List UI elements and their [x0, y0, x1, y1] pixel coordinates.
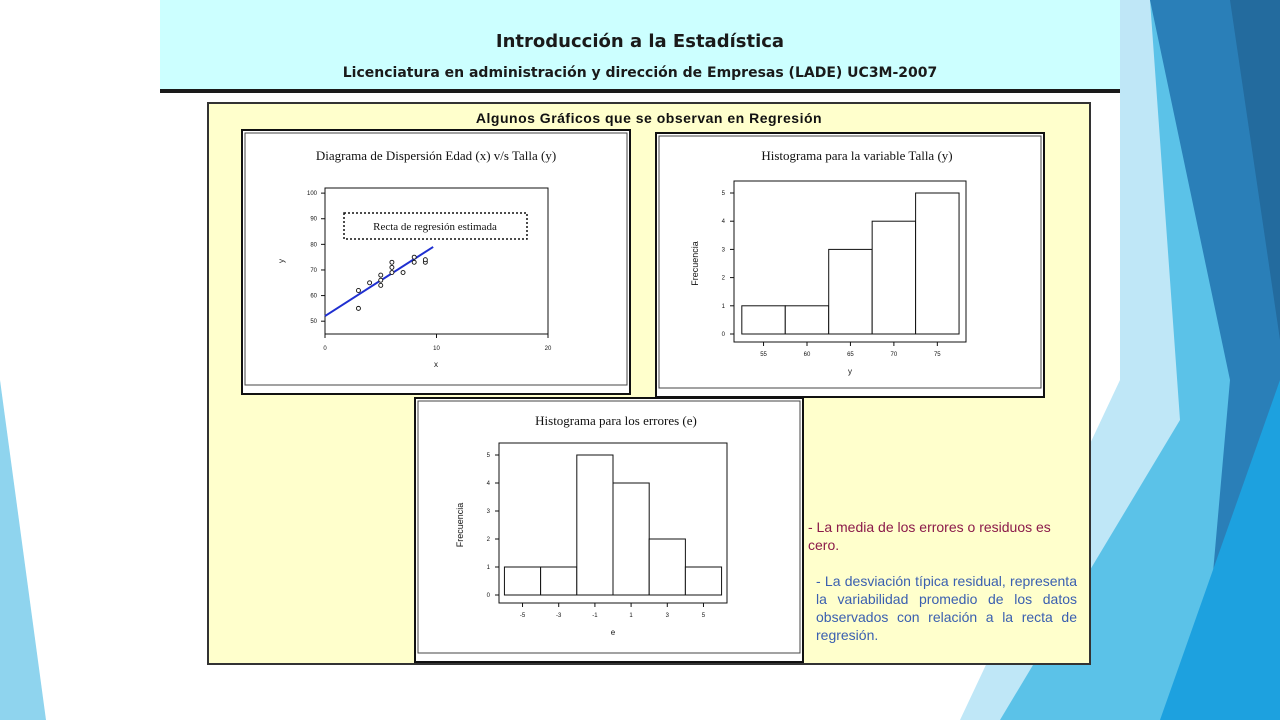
x-axis-label: x [434, 360, 438, 369]
histogram-bar [829, 249, 872, 334]
data-point [390, 260, 394, 264]
data-point [356, 288, 360, 292]
x-tick-label: 0 [323, 346, 327, 352]
y-tick-label: 0 [721, 332, 725, 338]
histogram-bar [685, 567, 721, 595]
x-tick-label: 65 [847, 352, 854, 358]
histogram-bar [649, 539, 685, 595]
y-tick-label: 70 [310, 267, 317, 274]
data-point [412, 260, 416, 264]
histogram-e-chart [416, 399, 802, 661]
y-tick-label: 3 [486, 509, 490, 515]
x-tick-label: 20 [544, 346, 552, 352]
y-tick-label: 1 [721, 303, 725, 310]
x-tick-label: 1 [629, 613, 633, 619]
page-subtitle: Licenciatura en administración y dirección de Empresas (LADE) UC3M-2007 [342, 65, 938, 81]
y-axis-label: Frecuencia [455, 502, 465, 548]
y-tick-label: 1 [486, 565, 490, 571]
data-point [390, 265, 394, 269]
note-mean-residuals: - La media de los errores o residuos es cero. [808, 519, 1051, 553]
plot-area [325, 188, 548, 334]
y-tick-label: 80 [310, 242, 317, 249]
x-tick-label: -3 [556, 613, 562, 619]
x-tick-label: 10 [433, 346, 440, 352]
x-tick-label: -1 [592, 613, 598, 619]
chart-title: Histograma para los errores (e) [535, 413, 697, 428]
y-axis-label: Frecuencia [690, 241, 700, 286]
data-point [379, 283, 383, 287]
scatter-panel [241, 129, 631, 395]
y-tick-label: 4 [721, 219, 725, 226]
y-tick-label: 2 [721, 275, 725, 282]
page-title: Introducción a la Estadística [495, 31, 785, 52]
data-point [379, 273, 383, 277]
x-tick-label: 70 [890, 352, 898, 358]
note-residual-std: - La desviación típica residual, representa la variabilidad promedio de los datos observados con relación a la recta de regresión. [816, 573, 1077, 643]
histogram-y-panel [655, 132, 1045, 398]
data-point [379, 278, 383, 282]
y-tick-label: 3 [721, 247, 725, 254]
y-tick-label: 100 [306, 191, 317, 198]
annotation-label: Recta de regresión estimada [373, 221, 497, 233]
scatter-chart [243, 131, 629, 393]
data-point [356, 306, 360, 310]
header-divider [160, 89, 1120, 93]
slide-heading: Algunos Gráficos que se observan en Regresión [475, 110, 823, 126]
y-tick-label: 0 [486, 593, 490, 599]
x-tick-label: 60 [803, 352, 811, 358]
data-point [390, 271, 394, 275]
x-tick-label: 5 [701, 613, 706, 619]
x-tick-label: 3 [665, 613, 669, 619]
histogram-y-chart [657, 134, 1043, 396]
data-point [412, 255, 416, 259]
y-tick-label: 90 [310, 216, 317, 223]
x-tick-label: -5 [519, 613, 526, 619]
histogram-bar [785, 306, 828, 334]
chart-title: Diagrama de Dispersión Edad (x) v/s Talla (y) [315, 148, 557, 163]
histogram-bar [742, 306, 785, 334]
data-point [401, 271, 405, 275]
data-point [368, 281, 372, 285]
y-tick-label: 4 [486, 481, 490, 487]
y-axis-label: y [277, 259, 286, 263]
y-tick-label: 5 [721, 191, 725, 197]
x-tick-label: 75 [933, 352, 941, 358]
y-tick-label: 60 [310, 293, 317, 300]
histogram-e-panel [414, 397, 804, 663]
histogram-bar [613, 483, 649, 595]
data-point [423, 258, 427, 262]
histogram-bar [577, 455, 613, 595]
x-axis-label: e [610, 628, 616, 637]
histogram-bar [504, 567, 540, 595]
x-axis-label: y [848, 367, 852, 376]
chart-title: Histograma para la variable Talla (y) [761, 148, 953, 163]
y-tick-label: 2 [486, 537, 490, 543]
y-tick-label: 50 [310, 319, 317, 326]
histogram-bar [541, 567, 577, 595]
y-tick-label: 5 [486, 453, 490, 459]
histogram-bar [872, 221, 915, 334]
x-tick-label: 55 [760, 352, 767, 358]
left-accent-shape [0, 380, 46, 720]
histogram-bar [916, 193, 959, 334]
